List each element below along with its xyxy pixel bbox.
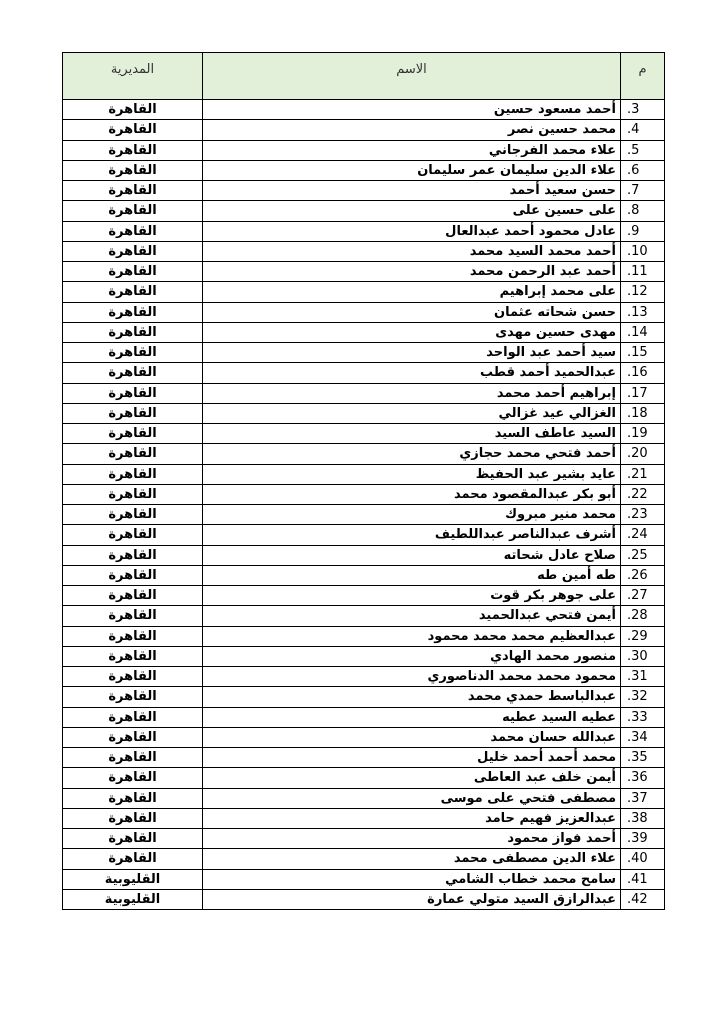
name-cell: عبدالعظيم محمد محمد محمود — [203, 626, 621, 646]
name-cell: عايد بشير عبد الحفيظ — [203, 464, 621, 484]
number-cell: .7 — [621, 181, 665, 201]
directorate-cell: القاهرة — [63, 748, 203, 768]
name-cell: أحمد فتحي محمد حجازي — [203, 444, 621, 464]
number-cell: .24 — [621, 525, 665, 545]
name-cell: صلاح عادل شحاته — [203, 545, 621, 565]
table-row — [63, 545, 665, 565]
number-cell: .29 — [621, 626, 665, 646]
name-cell: علاء الدين مصطفى محمد — [203, 849, 621, 869]
table-row — [63, 282, 665, 302]
name-cell: سامح محمد خطاب الشامي — [203, 869, 621, 889]
directorate-cell: القاهرة — [63, 646, 203, 666]
number-cell: .4 — [621, 120, 665, 140]
directorate-cell: القليوبية — [63, 869, 203, 889]
number-cell: .27 — [621, 586, 665, 606]
name-cell: حسن سعيد أحمد — [203, 181, 621, 201]
name-cell: أبو بكر عبدالمقصود محمد — [203, 484, 621, 504]
number-cell: .26 — [621, 565, 665, 585]
name-cell: سيد أحمد عبد الواحد — [203, 343, 621, 363]
number-cell: .15 — [621, 343, 665, 363]
number-cell: .5 — [621, 140, 665, 160]
name-cell: على حسين على — [203, 201, 621, 221]
number-cell: .14 — [621, 322, 665, 342]
table-row — [63, 727, 665, 747]
directorate-cell: القاهرة — [63, 302, 203, 322]
table-row — [63, 646, 665, 666]
directorate-cell: القاهرة — [63, 444, 203, 464]
number-cell: .38 — [621, 808, 665, 828]
directorate-cell: القاهرة — [63, 403, 203, 423]
directorate-cell: القاهرة — [63, 221, 203, 241]
table-row — [63, 484, 665, 504]
name-cell: مصطفى فتحي على موسى — [203, 788, 621, 808]
number-cell: .40 — [621, 849, 665, 869]
directorate-cell: القاهرة — [63, 808, 203, 828]
number-cell: .13 — [621, 302, 665, 322]
directorate-cell: القاهرة — [63, 545, 203, 565]
name-cell: أحمد عبد الرحمن محمد — [203, 262, 621, 282]
number-cell: .23 — [621, 505, 665, 525]
directorate-cell: القاهرة — [63, 768, 203, 788]
number-cell: .36 — [621, 768, 665, 788]
number-cell: .25 — [621, 545, 665, 565]
directorate-cell: القاهرة — [63, 424, 203, 444]
table-row — [63, 788, 665, 808]
directorate-cell: القاهرة — [63, 140, 203, 160]
roster-sheet — [62, 52, 664, 910]
number-cell: .31 — [621, 667, 665, 687]
table-row — [63, 626, 665, 646]
name-cell: محمد حسين نصر — [203, 120, 621, 140]
number-cell: .3 — [621, 100, 665, 120]
directorate-cell: القاهرة — [63, 687, 203, 707]
directorate-cell: القاهرة — [63, 383, 203, 403]
name-cell: عبدالباسط حمدي محمد — [203, 687, 621, 707]
number-cell: .18 — [621, 403, 665, 423]
name-cell: عطيه السيد عطيه — [203, 707, 621, 727]
number-cell: .34 — [621, 727, 665, 747]
number-cell: .8 — [621, 201, 665, 221]
name-cell: علاء محمد الفرجاني — [203, 140, 621, 160]
name-cell: أيمن خلف عبد العاطى — [203, 768, 621, 788]
directorate-cell: القاهرة — [63, 464, 203, 484]
directorate-cell: القاهرة — [63, 484, 203, 504]
header-number: م — [621, 53, 665, 100]
table-row — [63, 181, 665, 201]
number-cell: .42 — [621, 889, 665, 909]
directorate-cell: القاهرة — [63, 586, 203, 606]
table-row — [63, 869, 665, 889]
name-cell: على محمد إبراهيم — [203, 282, 621, 302]
number-cell: .9 — [621, 221, 665, 241]
table-row — [63, 687, 665, 707]
directorate-cell: القاهرة — [63, 282, 203, 302]
directorate-cell: القاهرة — [63, 727, 203, 747]
number-cell: .37 — [621, 788, 665, 808]
number-cell: .20 — [621, 444, 665, 464]
number-cell: .41 — [621, 869, 665, 889]
name-cell: إبراهيم أحمد محمد — [203, 383, 621, 403]
name-cell: منصور محمد الهادي — [203, 646, 621, 666]
number-cell: .33 — [621, 707, 665, 727]
directorate-cell: القاهرة — [63, 849, 203, 869]
number-cell: .35 — [621, 748, 665, 768]
name-cell: محمد أحمد أحمد خليل — [203, 748, 621, 768]
table-row — [63, 768, 665, 788]
table-row — [63, 302, 665, 322]
name-cell: عبدالعزيز فهيم حامد — [203, 808, 621, 828]
directorate-cell: القاهرة — [63, 788, 203, 808]
table-row — [63, 100, 665, 120]
directorate-cell: القاهرة — [63, 160, 203, 180]
name-cell: السيد عاطف السيد — [203, 424, 621, 444]
name-cell: أيمن فتحي عبدالحميد — [203, 606, 621, 626]
directorate-cell: القاهرة — [63, 262, 203, 282]
table-row — [63, 505, 665, 525]
table-row — [63, 829, 665, 849]
name-cell: عبدالله حسان محمد — [203, 727, 621, 747]
table-row — [63, 586, 665, 606]
number-cell: .11 — [621, 262, 665, 282]
directorate-cell: القاهرة — [63, 707, 203, 727]
name-cell: أشرف عبدالناصر عبداللطيف — [203, 525, 621, 545]
directorate-cell: القاهرة — [63, 363, 203, 383]
table-row — [63, 343, 665, 363]
name-cell: حسن شحاته عثمان — [203, 302, 621, 322]
number-cell: .21 — [621, 464, 665, 484]
directorate-cell: القاهرة — [63, 626, 203, 646]
table-row — [63, 565, 665, 585]
number-cell: .28 — [621, 606, 665, 626]
table-row — [63, 606, 665, 626]
table-row — [63, 464, 665, 484]
table-row — [63, 808, 665, 828]
directorate-cell: القاهرة — [63, 525, 203, 545]
name-cell: محمد منير مبروك — [203, 505, 621, 525]
directorate-cell: القاهرة — [63, 505, 203, 525]
directorate-cell: القاهرة — [63, 565, 203, 585]
table-row — [63, 525, 665, 545]
table-row — [63, 363, 665, 383]
directorate-cell: القاهرة — [63, 606, 203, 626]
number-cell: .10 — [621, 241, 665, 261]
table-row — [63, 322, 665, 342]
table-row — [63, 849, 665, 869]
table-row — [63, 424, 665, 444]
directorate-cell: القاهرة — [63, 667, 203, 687]
name-cell: أحمد محمد السيد محمد — [203, 241, 621, 261]
table-row — [63, 262, 665, 282]
table-row — [63, 707, 665, 727]
name-cell: علاء الدين سليمان عمر سليمان — [203, 160, 621, 180]
directorate-cell: القاهرة — [63, 201, 203, 221]
roster-table — [62, 52, 665, 910]
table-row — [63, 748, 665, 768]
directorate-cell: القاهرة — [63, 100, 203, 120]
table-row — [63, 120, 665, 140]
number-cell: .17 — [621, 383, 665, 403]
number-cell: .32 — [621, 687, 665, 707]
name-cell: عبدالحميد أحمد قطب — [203, 363, 621, 383]
table-row — [63, 667, 665, 687]
directorate-cell: القليوبية — [63, 889, 203, 909]
header-name: الاسم — [203, 53, 621, 100]
directorate-cell: القاهرة — [63, 829, 203, 849]
table-row — [63, 140, 665, 160]
table-row — [63, 383, 665, 403]
header-directorate: المديرية — [63, 53, 203, 100]
number-cell: .30 — [621, 646, 665, 666]
table-row — [63, 201, 665, 221]
number-cell: .39 — [621, 829, 665, 849]
roster-body — [63, 100, 665, 910]
name-cell: طه أمين طه — [203, 565, 621, 585]
directorate-cell: القاهرة — [63, 343, 203, 363]
name-cell: عبدالرازق السيد متولي عمارة — [203, 889, 621, 909]
table-row — [63, 889, 665, 909]
directorate-cell: القاهرة — [63, 120, 203, 140]
number-cell: .19 — [621, 424, 665, 444]
number-cell: .22 — [621, 484, 665, 504]
name-cell: محمود محمد محمد الدناصوري — [203, 667, 621, 687]
name-cell: على جوهر بكر قوت — [203, 586, 621, 606]
table-row — [63, 160, 665, 180]
name-cell: أحمد مسعود حسين — [203, 100, 621, 120]
name-cell: الغزالي عيد غزالي — [203, 403, 621, 423]
number-cell: .16 — [621, 363, 665, 383]
table-row — [63, 403, 665, 423]
name-cell: مهدى حسين مهدى — [203, 322, 621, 342]
table-row — [63, 241, 665, 261]
directorate-cell: القاهرة — [63, 181, 203, 201]
header-row — [63, 53, 665, 100]
table-row — [63, 444, 665, 464]
name-cell: أحمد فواز محمود — [203, 829, 621, 849]
number-cell: .6 — [621, 160, 665, 180]
directorate-cell: القاهرة — [63, 322, 203, 342]
directorate-cell: القاهرة — [63, 241, 203, 261]
name-cell: عادل محمود أحمد عبدالعال — [203, 221, 621, 241]
number-cell: .12 — [621, 282, 665, 302]
table-row — [63, 221, 665, 241]
